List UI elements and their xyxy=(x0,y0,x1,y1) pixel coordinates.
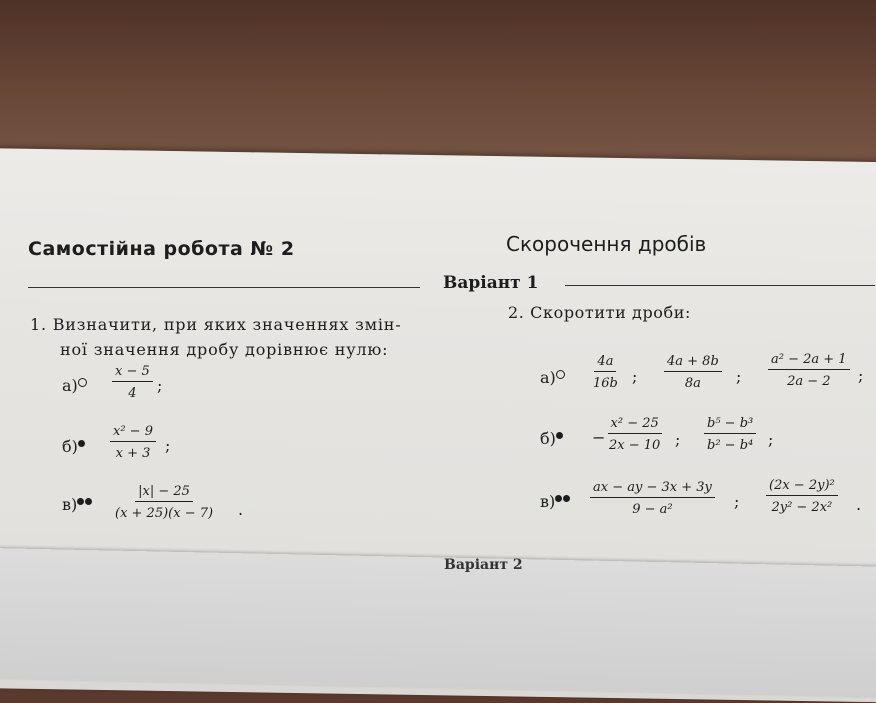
punctuation: ; xyxy=(768,430,774,449)
numerator: |x| − 25 xyxy=(135,484,193,502)
next-variant-heading: Варіант 2 xyxy=(444,557,523,573)
denominator: 2y² − 2x² xyxy=(771,500,833,515)
punctuation: ; xyxy=(734,492,740,511)
denominator: 9 − a² xyxy=(632,502,673,517)
denominator: 2x − 10 xyxy=(609,438,661,453)
numerator: 4a + 8b xyxy=(664,354,722,372)
task2-item-c-fraction-2 xyxy=(766,478,838,515)
medium-level-icon xyxy=(556,432,563,439)
punctuation: ; xyxy=(165,436,171,455)
numerator: a² − 2a + 1 xyxy=(768,352,850,370)
punctuation: ; xyxy=(675,430,681,449)
task2-item-a-fraction-3 xyxy=(768,352,850,389)
task2-item-c-label: в) xyxy=(540,492,570,511)
punctuation: ; xyxy=(736,367,742,386)
next-page-edge xyxy=(0,548,876,697)
divider-right xyxy=(565,285,875,286)
task1-line2: ної значення дробу дорівнює нулю: xyxy=(60,340,389,359)
task1-item-c-label: в) xyxy=(62,495,92,514)
numerator: x² − 25 xyxy=(608,416,662,434)
punctuation: ; xyxy=(858,366,864,385)
denominator: 4 xyxy=(128,386,137,401)
task1-line1: 1. Визначити, при яких значеннях змін- xyxy=(30,315,402,334)
denominator: b² − b⁴ xyxy=(707,438,754,453)
divider-left xyxy=(28,287,420,288)
denominator: 8a xyxy=(684,376,701,391)
variant-heading: Варіант 1 xyxy=(443,273,539,293)
numerator: ax − ay − 3x + 3y xyxy=(590,480,715,498)
denominator: 16b xyxy=(593,376,618,391)
numerator: (2x − 2y)² xyxy=(766,478,838,496)
numerator: b⁵ − b³ xyxy=(704,416,756,434)
numerator: x² − 9 xyxy=(110,424,156,442)
task2-title: 2. Скоротити дроби: xyxy=(508,303,692,322)
task1-item-c-fraction xyxy=(112,484,216,521)
medium-level-icon xyxy=(78,440,85,447)
denominator: x + 3 xyxy=(115,446,151,461)
task2-item-a-fraction-1 xyxy=(590,354,621,391)
task2-item-a-label: а) xyxy=(540,368,565,387)
task1-text xyxy=(30,312,401,362)
task2-item-b-label: б) xyxy=(540,429,563,448)
denominator: 2a − 2 xyxy=(787,374,831,389)
background-wall xyxy=(0,0,876,175)
numerator: x − 5 xyxy=(112,364,153,382)
denominator: (x + 25)(x − 7) xyxy=(115,506,214,521)
task2-item-a-fraction-2 xyxy=(664,354,722,391)
task1-item-a-fraction xyxy=(112,364,153,401)
task2-item-c-fraction-1 xyxy=(590,480,715,517)
minus-sign: − xyxy=(592,428,606,447)
hard-level-icon xyxy=(85,498,92,505)
punctuation: ; xyxy=(157,376,163,395)
task1-item-a-label: а) xyxy=(62,376,87,395)
task2-item-b-fraction-2 xyxy=(704,416,756,453)
easy-level-icon xyxy=(556,370,565,379)
task1-item-b-label: б) xyxy=(62,437,85,456)
hard-level-icon xyxy=(563,495,570,502)
punctuation: . xyxy=(238,500,244,519)
punctuation: ; xyxy=(632,367,638,386)
easy-level-icon xyxy=(78,378,87,387)
punctuation: . xyxy=(856,495,862,514)
task2-item-b-fraction-1 xyxy=(606,416,663,453)
hard-level-icon xyxy=(555,495,562,502)
task1-item-b-fraction xyxy=(110,424,156,461)
numerator: 4a xyxy=(594,354,616,372)
hard-level-icon xyxy=(77,498,84,505)
work-title: Самостійна робота № 2 xyxy=(28,238,295,260)
topic-title: Скорочення дробів xyxy=(506,232,707,256)
